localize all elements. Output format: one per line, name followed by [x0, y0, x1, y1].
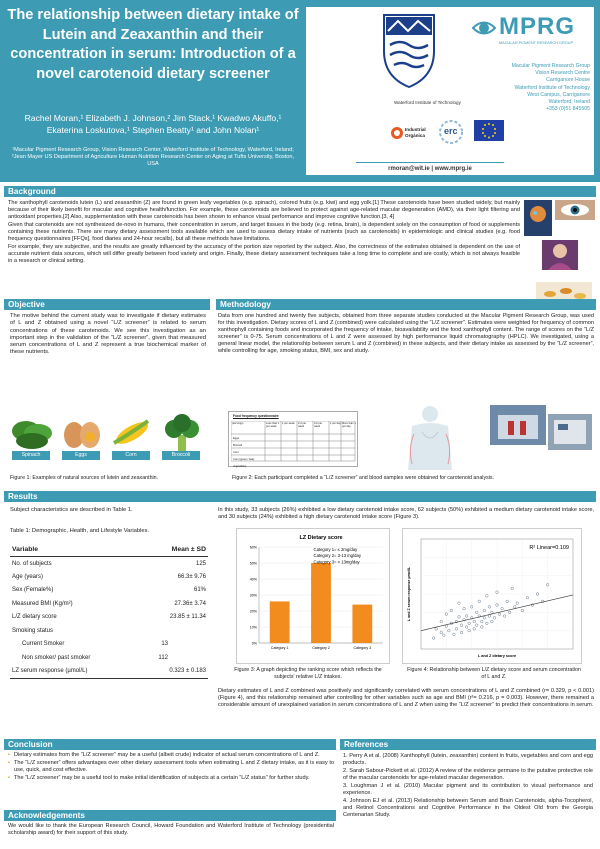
eye-image [555, 200, 595, 220]
references-list [343, 753, 593, 820]
wit-logo [376, 11, 442, 97]
form-row-label: Corn [233, 451, 239, 454]
methodology-heading: Methodology [216, 299, 596, 310]
y-tick-label: 40% [249, 577, 257, 582]
wit-name: Waterford Institute of Technology [394, 100, 461, 105]
figure3-chart [236, 528, 390, 664]
table-row [10, 597, 208, 611]
human-body-icon [398, 404, 462, 470]
author-list: Rachel Moran,¹ Elizabeth J. Johnson,² Jim Stack,¹ Kwadwo Akuffo,¹ Ekaterina Loskutova,¹ Stephen Beatty¹ and John Nolan¹ [24, 113, 282, 135]
x-axis-label: L and Z dietary score [477, 654, 517, 658]
eye-logo-icon [471, 15, 497, 41]
demographics-table [10, 543, 208, 679]
poster-title: The relationship between dietary intake of Lutein and Zeaxanthin and their concentration in serum: Introduction of a novel carotenoid dietary screener [7, 7, 299, 82]
address-line: Vision Research Centre [535, 70, 590, 77]
table-header-mean: Mean ± SD [171, 546, 206, 553]
form-header-cell: More than 1 per day [342, 422, 356, 428]
form-row-label: Corn (green / leafy vegetables) [233, 458, 255, 468]
y-tick-label: 50% [249, 561, 257, 566]
form-header-cell: 1 per day [330, 422, 341, 425]
table-cell-label: Measured BMI (Kg/m²) [12, 600, 73, 607]
table-cell-value: 112 [158, 654, 168, 661]
x-tick-label: Category 1 [270, 646, 289, 650]
industrial-organica-logo: Industrial Orgánica [390, 123, 436, 145]
form-header-cell: 1 per week [282, 422, 295, 425]
table-cell-label: No. of subjects [12, 560, 52, 567]
table-row [10, 557, 208, 571]
figure1-caption: Figure 1: Examples of natural sources of lutein and zeaxanthin. [10, 475, 159, 481]
form-header-cell: Less than 1 per week [266, 422, 280, 428]
table-cell-label: Sex (Female%) [12, 587, 54, 594]
conclusion-bullet: ▪ Dietary estimates from the “L/Z screener” may be a useful (albeit crude) indicator of actual serum concentrations of L and Z. [8, 752, 320, 758]
results-intro: Subject characteristics are described in Table 1. [10, 507, 133, 513]
table-cell-value: 125 [195, 560, 206, 567]
form-header-cell: 4-6 per week [314, 422, 323, 428]
lab-icon [490, 405, 546, 445]
bullet-icon: ▪ [8, 775, 10, 781]
references-heading: References [340, 739, 596, 750]
legend-entry: Category 3= > 13mg/day [313, 559, 360, 565]
y-tick-label: 10% [249, 625, 257, 630]
table-cell-label: Age (years) [12, 573, 44, 580]
table-cell-label: Current Smoker [22, 641, 65, 648]
acknowledgements-text: We would like to thank the European Research Council, Howard Foundation and Waterford Institute of Technology (presidential scholarship award) for their support of this study. [8, 823, 334, 836]
contact-info: rmoran@wit.ie | www.mprg.ie [388, 166, 472, 172]
methodology-text: Data from one hundred and twenty five subjects, obtained from three separate studies conducted at the Macular Pigment Research Group, was used for this investigation. Dietary scores of L and Z (combined) were calculated using the “L/Z screener”. Estimates were weighted for frequency of common xanthophyll containing foods and incorporated the frequency of intake, bioavailability and the food xanthophyll content. The range of scores on the “L/Z screener” is 0-75. Serum concentrations of L and Z were assessed by high performance liquid chromatography (HPLC). We investigated, using a general linear model, the relationship between serum L and Z (combined) in these subjects, and their dietary intake as assessed by the “L/Z screener”, while controlling for age, smoking status, BMI, sex and study. [218, 313, 594, 354]
legend-entry: Category 2= 3-13 mg/day [313, 553, 361, 559]
table-cell-label: LZ serum response (µmol/L) [12, 668, 88, 674]
table-row [10, 624, 208, 638]
bar-chart-svg [237, 529, 391, 665]
table-cell-label: Smoking status [12, 627, 54, 634]
logo-panel [306, 7, 594, 175]
results-conclusion-text: Dietary estimates of L and Z combined was positively and significantly correlated with serum concentrations of L and Z combined (r= 0.329, p < 0.001) (Figure 4), and this relationship remained after controlling for other variables such as age and BMI (r²= 0.216, p = 0.003). However, there remained a considerable amount of unexplained variation in serum concentrations of L and Z when using the “L/Z screener” to predict their concentrations in serum. [218, 688, 594, 708]
address-block [456, 63, 590, 113]
address-line: Waterford, Ireland [548, 99, 590, 106]
eu-flag [474, 120, 504, 141]
address-line: Carriganore House [546, 77, 590, 84]
reference-item: 3. Loughman J et al. (2010) Macular pigment and its contribution to visual performance and experience. [343, 783, 593, 796]
background-p2: Given that carotenoids are not synthesized de-novo in humans, their concentration in serum, and target tissues in the body (e.g. retina, brain), is dependent solely on the consumption of food or supplements containing these nutrients. There are many dietary assessment tools available which are used to assess dietary intake of nutrients (such as carotenoids) in epidemiologic and clinical studies (e.g. food frequency questionnaires [FFQs], food diaries and 24-hour recalls), but all these methods have limitations. [8, 222, 520, 242]
table-cell-value: 61% [193, 587, 206, 594]
address-line: West Campus, Carriganore [527, 91, 590, 98]
leaf-icon [390, 126, 404, 140]
results-heading: Results [4, 491, 596, 502]
address-line: Waterford Institute of Technology [514, 84, 590, 91]
objective-heading: Objective [4, 299, 210, 310]
eye-closeup-icon [555, 200, 595, 220]
table-cell-value: 13 [161, 641, 168, 648]
table-row [10, 638, 208, 652]
table-row [10, 584, 208, 598]
elderly-woman-image [542, 240, 578, 270]
y-axis-label: L and Z serum response µmol/L [407, 566, 411, 622]
r2-label: R² Linear=0.109 [529, 545, 569, 551]
spinach-icon [8, 413, 56, 453]
figure2-caption: Figure 2: Each participant completed a “L/Z screener” and blood samples were obtained for carotenoid analysis. [232, 475, 495, 481]
blood-sample-photo [490, 405, 546, 445]
scatter-chart-svg [403, 529, 583, 665]
head-brain-icon [524, 200, 552, 236]
spinach-image: Spinach [8, 413, 56, 461]
contact-bar [356, 162, 504, 175]
x-tick-label: Category 2 [312, 646, 330, 650]
bullet-icon: ▪ [8, 752, 10, 758]
brain-image [524, 200, 552, 236]
y-tick-label: 20% [249, 609, 257, 614]
eggs-image: Eggs [58, 413, 106, 461]
affiliations: ¹Macular Pigment Research Group, Vision Research Center, Waterford Institute of Technology, Waterford, Ireland; ²Jean Mayer US Department of Agriculture Human Nutrition Research Center on Aging at Tufts University, Boston, USA [11, 147, 295, 167]
figure3-caption: Figure 3: A graph depicting the ranking score which reflects the subjects' relative L/Z intakes. [234, 667, 382, 680]
table-cell-label: L/Z dietary score [12, 614, 57, 621]
table-cell-value: 27.36± 3.74 [174, 600, 206, 607]
table-row [10, 665, 208, 679]
form-row-label: Eggs [233, 437, 239, 440]
background-heading: Background [4, 186, 596, 197]
y-tick-label: 60% [249, 545, 257, 550]
bullet-icon: ▪ [8, 760, 10, 766]
figure4-caption: Figure 4: Relationship between L/Z dietary score and serum concentration of L and Z. [407, 667, 581, 680]
reference-item: 4. Johnson EJ et al. (2013) Relationship between Serum and Brain Carotenoids, alpha-Tocopherol, and Retinol Concentrations and Cognitive Performance in the Oldest Old from the Georgia Centenarian Study. [343, 798, 593, 818]
acknowledgements-heading: Acknowledgements [4, 810, 336, 821]
form-header-cell: (servings) [232, 422, 244, 425]
wit-crest-icon [376, 11, 442, 89]
conclusion-bullet: ▪ The “L/Z screener” offers advantages over other dietary assessment tools when estimating L and Z dietary intake, as it is easy to use, quick, and cost effective. [8, 760, 334, 773]
food-images [8, 413, 208, 463]
table-row [10, 570, 208, 584]
table-row [10, 611, 208, 625]
reference-item: 2. Sarah Sabour-Pickett et al. (2012) A review of the evidence germane to the putative protective role of the macular carotenoids for age-related macular degeneration. [343, 768, 593, 781]
table-cell-value: 0.323 ± 0.183 [169, 668, 206, 674]
y-tick-label: 0% [251, 641, 257, 646]
corn-image: Corn [108, 413, 156, 461]
x-tick-label: Category 3 [353, 646, 372, 650]
table1 [10, 543, 208, 679]
eggs-icon [58, 413, 106, 453]
y-tick-label: 30% [249, 593, 257, 598]
broccoli-icon [158, 413, 206, 453]
bar-2 [311, 563, 331, 643]
corn-icon [108, 413, 156, 453]
conclusion-bullet: ▪ The “L/Z screener” may be a useful tool to make initial identification of subjects at a certain “L/Z status” for further study. [8, 775, 310, 781]
table-header-variable: Variable [12, 546, 39, 553]
background-p1: The xanthophyll carotenoids lutein (L) and zeaxanthin (Z) are found in green leafy vegetables (e.g. spinach), colored fruits (e.g. kiwi) and egg yolk.[1] These carotenoids have been studied widely, but mainly because of their likely benefit for macular and cognitive health/function. For example, these carotenoids are believed to protect against age-related macular degeneration (AMD), via their light filtering and antioxidant properties.[2] Also, supplementation with these carotenoids has been shown to enhance visual performance and improve cognitive function.[3, 4] [8, 200, 520, 220]
address-line: +353 (0)51 845505 [546, 106, 590, 113]
table-cell-value [132, 624, 208, 638]
legend-entry: Category 1= ≤ 2mg/day [313, 547, 358, 552]
background-body [8, 200, 520, 265]
conclusion-list [8, 752, 334, 783]
chart-title: LZ Dietary score [299, 535, 343, 541]
questionnaire-image: Food frequency questionnaire (servings) Less than 1 per week 1 per week 2-3 per week 4-6 per week 1 per day More than 1 per day Eggs Broccoli Corn Corn (green / leafy vegetables) [228, 411, 358, 467]
results-study-text: In this study, 33 subjects (26%) exhibited a low dietary carotenoid intake score, 62 subjects (50%) exhibited a medium dietary carotenoid intake score, and 30 subjects (24%) exhibited a high dietary carotenoid intake score (Figure 3). [218, 507, 594, 520]
broccoli-image: Broccoli [158, 413, 206, 461]
erc-logo: erc [438, 119, 464, 145]
table1-caption: Table 1: Demographic, Health, and Lifestyle Variables. [10, 528, 150, 534]
body-silhouette-image [398, 404, 462, 470]
bar-3 [352, 605, 372, 643]
table-cell-label: Non smoker/ past smoker [22, 654, 91, 661]
conclusion-heading: Conclusion [4, 739, 336, 750]
address-line: Macular Pigment Research Group [511, 63, 590, 69]
table-row [10, 651, 208, 665]
person-icon [542, 240, 578, 270]
background-p3: For example, they are subjective, and the results are greatly influenced by the accuracy of the portion size reported by the subject. Also, the correctness of the estimates obtained is dependent on the use of accurate nutrient data sources, which will differ greatly between food variety and origin. Finally, these dietary assessment techniques take a long time to complete and are costly, which is not always feasible in a research or clinical setting. [8, 244, 520, 264]
hplc-icon [548, 414, 592, 450]
form-row-label: Broccoli [233, 444, 243, 447]
eu-stars-icon [474, 120, 504, 141]
figure4-chart [402, 528, 582, 664]
table-cell-value: 66.3± 9.76 [177, 573, 206, 580]
lab-equipment-photo [548, 414, 592, 450]
table-cell-value: 23.85 ± 11.34 [169, 614, 206, 621]
mprg-logo: MPRG MACULAR PIGMENT RESEARCH GROUP [471, 13, 591, 53]
reference-item: 1. Perry A et al. (2008) Xanthophyll (lutein, zeaxanthin) content in fruits, vegetables and corn and egg products. [343, 753, 594, 766]
form-header-cell: 2-3 per week [298, 422, 307, 428]
objective-text: The motive behind the current study was to investigate if dietary estimates of L and Z obtained using a novel “L/Z screener” is related to serum concentrations of these carotenoids. We see this investigation as an important step in the validation of the “L/Z screener”, given that measured serum concentrations of L and Z represent a true biochemical marker of these nutrients. [10, 313, 206, 356]
bar-1 [270, 601, 290, 643]
